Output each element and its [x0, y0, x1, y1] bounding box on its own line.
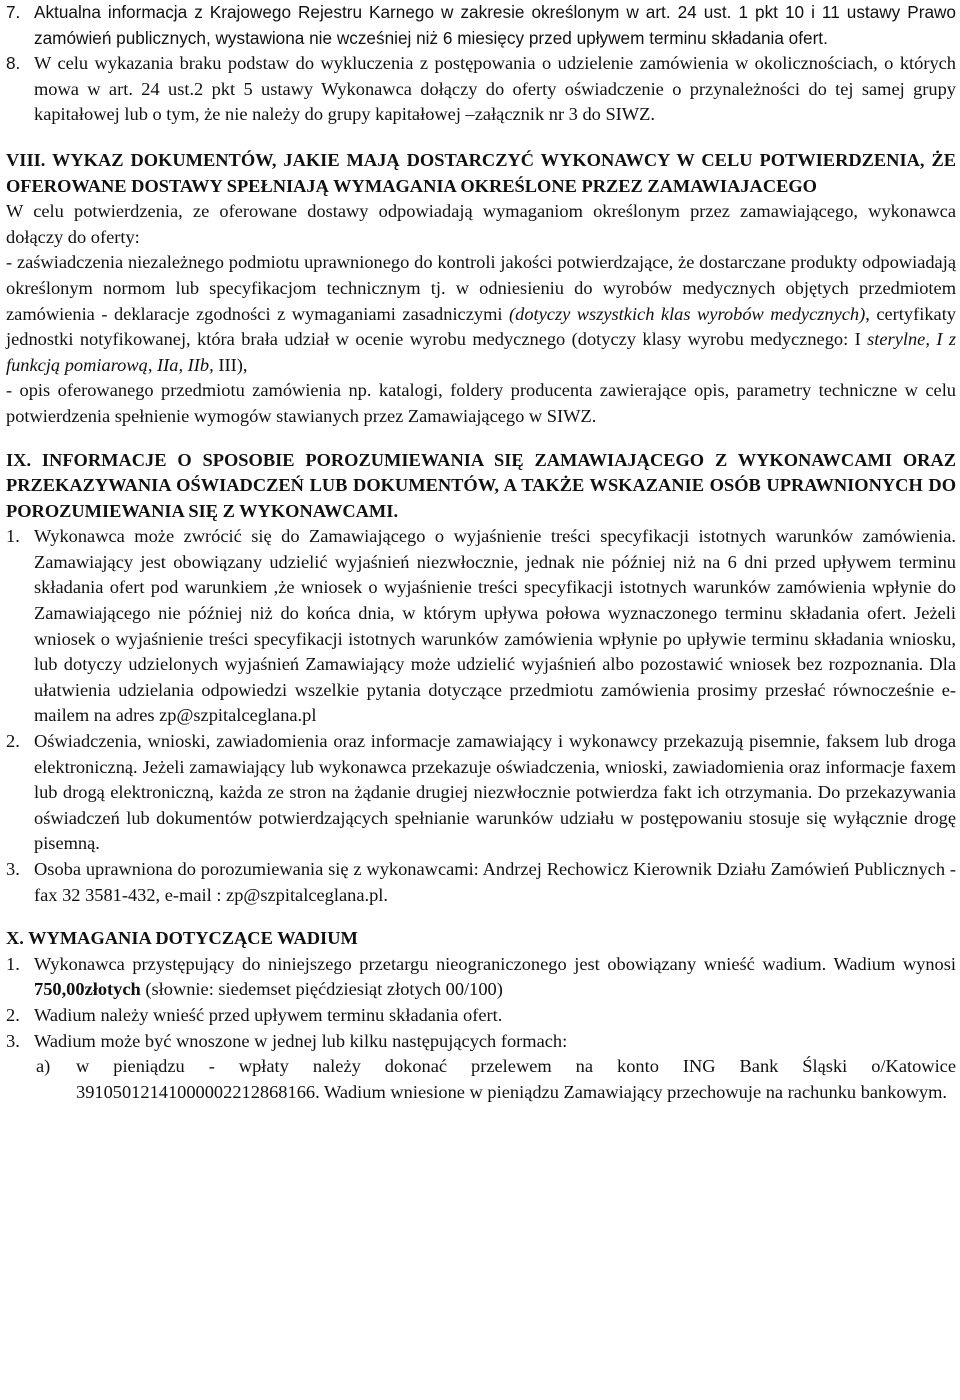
text-run: , certyfikaty jednostki notyfikowanej, która brała udział w ocenie wyrobu medycznego (dotyczy klasy wyrobu medycznego: I — [6, 303, 956, 350]
section-x-item-1 — [6, 952, 956, 1003]
list-number: 3. — [6, 859, 20, 879]
list-number: 1. — [6, 953, 20, 974]
list-text: Aktualna informacja z Krajowego Rejestru Karnego w zakresie określonym w art. 24 ust. 1 pkt 10 i 11 ustawy Prawo zamówień publicznych, wystawiona nie wcześniej niż 6 miesięcy przed upływem terminu składania ofert. — [34, 2, 956, 48]
section-viii-paragraph-2: - opis oferowanego przedmiotu zamówienia np. katalogi, foldery producenta zawierające opis, parametry techniczne w celu potwierdzenia spełnienie wymogów stawianych przez Zamawiającego w SIWZ. — [6, 380, 956, 426]
section-x-item-3 — [6, 1029, 956, 1055]
list-number: 1. — [6, 526, 20, 547]
list-text: Wadium należy wnieść przed upływem terminu składania ofert. — [34, 1004, 503, 1025]
list-text: W celu wykazania braku podstaw do wykluczenia z postępowania o udzielenie zamówienia w okolicznościach, o których mowa w art. 24 ust.2 pkt 5 ustawy Wykonawca dołączy do oferty oświadczenie o przynależności do tej samej grupy kapitałowej lub o tym, że nie należy do grupy kapitałowej –załącznik nr 3 do SIWZ. — [34, 53, 956, 125]
section-ix-heading: IX. INFORMACJE O SPOSOBIE POROZUMIEWANIA SIĘ ZAMAWIAJĄCEGO Z WYKONAWCAMI ORAZ PRZEKAZYWANIA OŚWIADCZEŃ LUB DOKUMENTÓW, A TAKŻE WSKAZANIE OSÓB UPRAWNIONYCH DO POROZUMIEWANIA SIĘ Z WYKONAWCAMI. — [6, 449, 956, 521]
section-ix-item-1 — [6, 524, 956, 729]
list-item-7 — [6, 0, 956, 51]
section-ix-item-2 — [6, 729, 956, 857]
list-text: w pieniądzu - wpłaty należy dokonać przelewem na konto ING Bank Śląski o/Katowice 39105012141000002212868166. Wadium wniesione w pieniądzu Zamawiający przechowuje na rachunku bankowym. — [76, 1056, 956, 1102]
section-ix-item-3 — [6, 857, 956, 908]
list-text — [34, 952, 956, 1003]
text-run-italic: sterylne, I z funkcją pomiarową, IIa, IIb, — [6, 329, 956, 375]
text-run: Wykonawca przystępujący do niniejszego przetargu nieograniczonego jest obowiązany wnieść wadium. Wadium wynosi — [34, 953, 956, 974]
list-number: 2. — [6, 1004, 20, 1025]
list-item-8 — [6, 51, 956, 128]
text-run: - zaświadczenia niezależnego podmiotu uprawnionego do kontroli jakości potwierdzające, że dostarczane produkty odpowiadają określonym normom lub specyfikacjom technicznym tj. w odniesieniu do wyrobów medycznych objętych przedmiotem zamówienia - deklaracje zgodności z wymaganiami zasadniczymi — [6, 252, 956, 324]
section-x-heading: X. WYMAGANIA DOTYCZĄCE WADIUM — [6, 928, 358, 949]
list-number: 8. — [6, 53, 21, 74]
text-run: III), — [213, 354, 248, 375]
list-text: Osoba uprawniona do porozumiewania się z wykonawcami: Andrzej Rechowicz Kierownik Działu Zamówień Publicznych - fax 32 3581-432, e-mail : zp@szpitalceglana.pl. — [34, 859, 956, 905]
list-number: 3. — [6, 1030, 20, 1051]
list-text: Oświadczenia, wnioski, zawiadomienia oraz informacje zamawiający i wykonawcy przekazują pisemnie, faksem lub droga elektroniczną. Jeżeli zamawiający lub wykonawca przekazuje oświadczenia, wnioski, zawiadomienia oraz informacje faxem lub drogą elektroniczną, każda ze stron na żądanie drugiej niezwłocznie potwierdza fakt ich otrzymania. Do przekazywania oświadczeń lub dokumentów potwierdzających spełnianie warunków udziału w postępowaniu stosuje się wyłącznie drogę pisemną. — [34, 731, 956, 854]
wadium-amount: 750,00złotych — [34, 979, 141, 1000]
section-x-subitem-a — [36, 1054, 956, 1105]
section-x-item-2 — [6, 1003, 956, 1029]
section-viii-heading: VIII. WYKAZ DOKUMENTÓW, JAKIE MAJĄ DOSTARCZYĆ WYKONAWCY W CELU POTWIERDZENIA, ŻE OFEROWANE DOSTAWY SPEŁNIAJĄ WYMAGANIA OKREŚLONE PRZEZ ZAMAWIAJACEGO — [6, 149, 956, 196]
list-text: Wykonawca może zwrócić się do Zamawiającego o wyjaśnienie treści specyfikacji istotnych warunków zamówienia. Zamawiający jest obowiązany udzielić wyjaśnień niezwłocznie, jednak nie później niż na 6 dni przed upływem terminu składania ofert pod warunkiem ,że wniosek o wyjaśnienie treści specyfikacji istotnych warunków zamówienia wpłynie do Zamawiającego nie później niż do końca dnia, w którym upływa połowa wyznaczonego terminu składania ofert. Jeżeli wniosek o wyjaśnienie treści specyfikacji istotnych warunków zamówienia wpłynie po upływie terminu składania wniosku, lub dotyczy udzielonych wyjaśnień Zamawiający może udzielić wyjaśnień albo pozostawić wniosek bez rozpoznania. Dla ułatwienia udzielania odpowiedzi wszelkie pytania dotyczące przedmiotu zamówienia prosimy przesłać równocześnie e-mailem na adres zp@szpitalceglana.pl — [34, 526, 956, 726]
section-viii-paragraph-1 — [6, 250, 956, 378]
list-text: Wadium może być wnoszone w jednej lub kilku następujących formach: — [34, 1030, 568, 1051]
text-run-italic: (dotyczy wszystkich klas wyrobów medycznych) — [509, 303, 866, 324]
list-number: 7. — [6, 2, 21, 22]
list-letter: a) — [36, 1056, 51, 1077]
text-run: (słownie: siedemset pięćdziesiąt złotych 00/100) — [140, 979, 503, 1000]
section-viii-intro: W celu potwierdzenia, ze oferowane dostawy odpowiadają wymaganiom określonym przez zamawiającego, wykonawca dołączy do oferty: — [6, 201, 956, 247]
list-number: 2. — [6, 731, 20, 752]
